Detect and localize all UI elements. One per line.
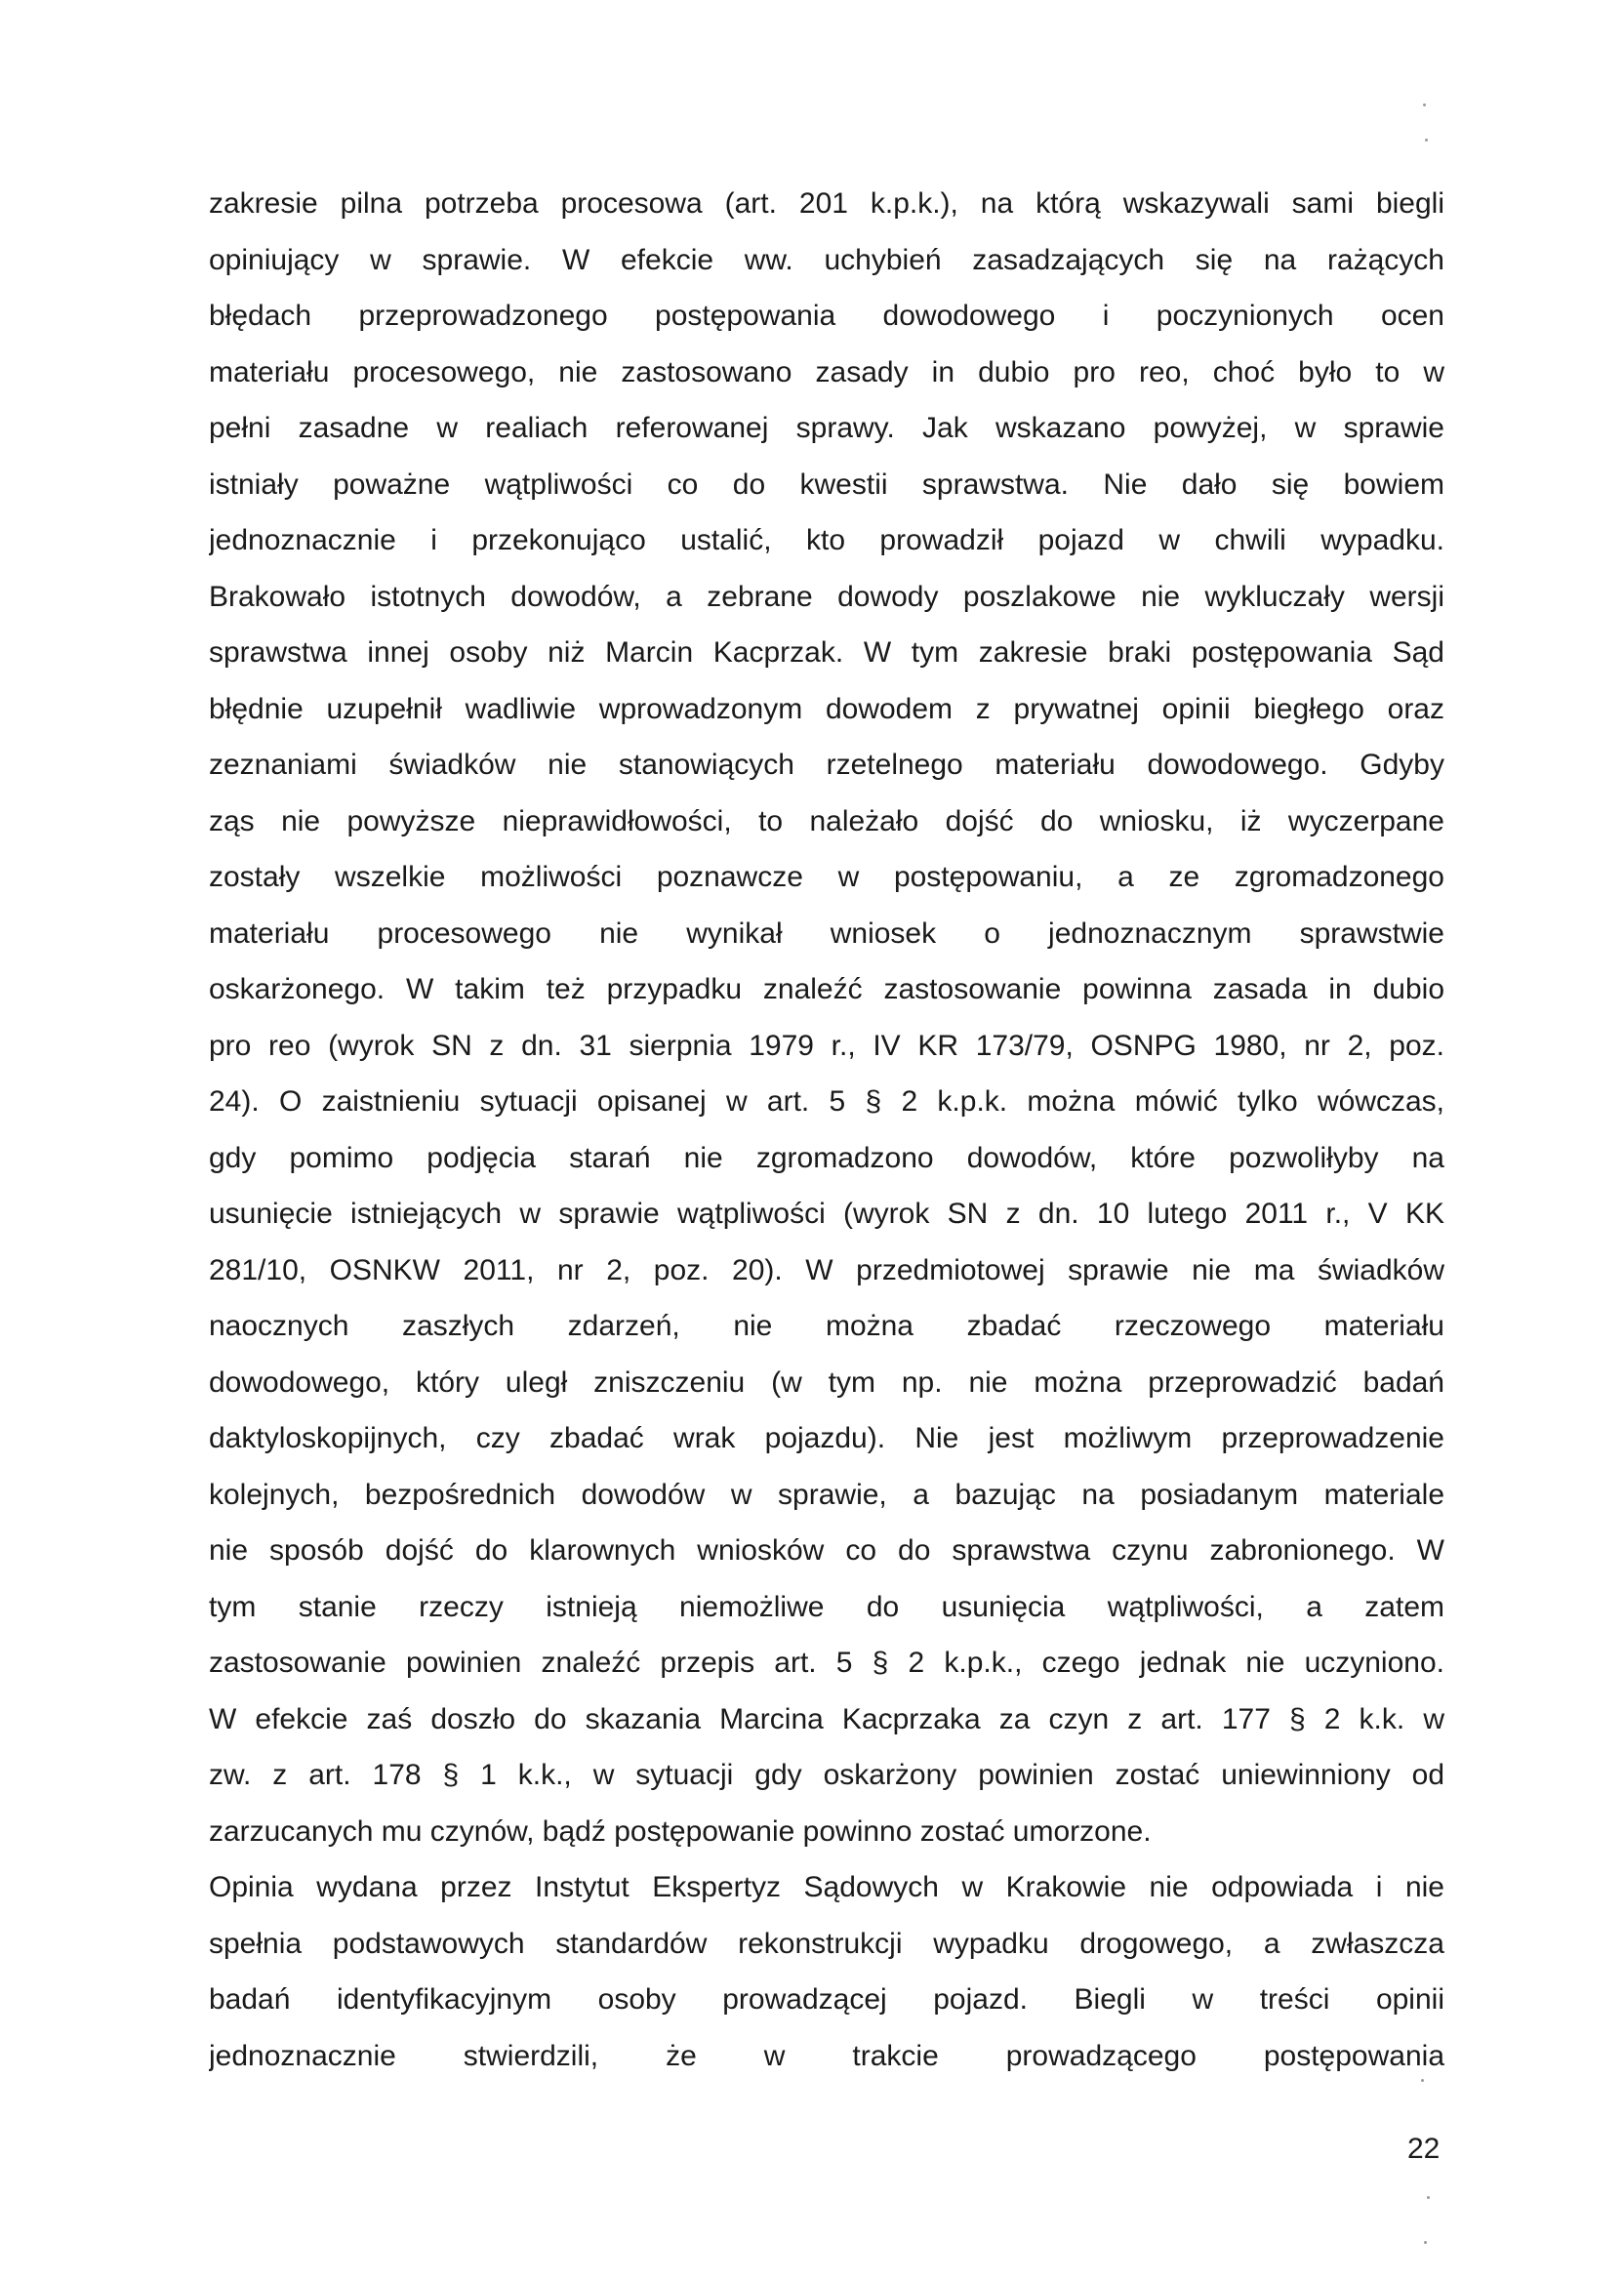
text-line: spełnia podstawowych standardów rekonstrukcji wypadku drogowego, a zwłaszcza xyxy=(209,1927,1444,1960)
text-line: Opinia wydana przez Instytut Ekspertyz Sądowych w Krakowie nie odpowiada i nie xyxy=(209,1871,1444,1903)
text-line: jednoznacznie stwierdzili, że w trakcie prowadzącego postępowania xyxy=(209,2039,1444,2072)
text-line: materiału procesowego, nie zastosowano zasady in dubio pro reo, choć było to w xyxy=(209,355,1444,388)
text-line: nie sposób dojść do klarownych wniosków co do sprawstwa czynu zabronionego. W xyxy=(209,1534,1444,1567)
text-line: błędach przeprowadzonego postępowania dowodowego i poczynionych ocen xyxy=(209,300,1444,332)
text-line: zostały wszelkie możliwości poznawcze w postępowaniu, a ze zgromadzonego xyxy=(209,861,1444,893)
text-line: ząs nie powyższe nieprawidłowości, to należało dojść do wniosku, iż wyczerpane xyxy=(209,804,1444,837)
text-line: sprawstwa innej osoby niż Marcin Kacprzak. W tym zakresie braki postępowania Sąd xyxy=(209,636,1444,669)
text-line: badań identyfikacyjnym osoby prowadzącej pojazd. Biegli w treści opinii xyxy=(209,1983,1444,2016)
text-line: istniały poważne wątpliwości co do kwestii sprawstwa. Nie dało się bowiem xyxy=(209,468,1444,501)
text-line: tym stanie rzeczy istnieją niemożliwe do usunięcia wątpliwości, a zatem xyxy=(209,1590,1444,1623)
text-line: kolejnych, bezpośrednich dowodów w sprawie, a bazując na posiadanym materiale xyxy=(209,1478,1444,1511)
text-line: jednoznacznie i przekonująco ustalić, kto prowadził pojazd w chwili wypadku. xyxy=(209,524,1444,556)
scan-speck xyxy=(1423,103,1426,106)
text-line: Brakowało istotnych dowodów, a zebrane dowody poszlakowe nie wykluczały wersji xyxy=(209,580,1444,613)
text-line: W efekcie zaś doszło do skazania Marcina Kacprzaka za czyn z art. 177 § 2 k.k. w xyxy=(209,1702,1444,1735)
text-line: zastosowanie powinien znaleźć przepis art. 5 § 2 k.p.k., czego jednak nie uczyniono. xyxy=(209,1647,1444,1679)
text-line: zw. z art. 178 § 1 k.k., w sytuacji gdy oskarżony powinien zostać uniewinniony od xyxy=(209,1759,1444,1791)
text-line: pro reo (wyrok SN z dn. 31 sierpnia 1979 r., IV KR 173/79, OSNPG 1980, nr 2, poz. xyxy=(209,1029,1444,1062)
text-line: 24). O zaistnieniu sytuacji opisanej w art. 5 § 2 k.p.k. można mówić tylko wówczas, xyxy=(209,1085,1444,1118)
text-line: daktyloskopijnych, czy zbadać wrak pojazdu). Nie jest możliwym przeprowadzenie xyxy=(209,1422,1444,1454)
text-line: materiału procesowego nie wynikał wniosek o jednoznacznym sprawstwie xyxy=(209,917,1444,950)
text-line: gdy pomimo podjęcia starań nie zgromadzono dowodów, które pozwoliłyby na xyxy=(209,1141,1444,1174)
text-line: zarzucanych mu czynów, bądź postępowanie powinno zostać umorzone. xyxy=(209,1814,1152,1848)
scan-speck xyxy=(1424,2241,1427,2244)
text-line: pełni zasadne w realiach referowanej sprawy. Jak wskazano powyżej, w sprawie xyxy=(209,412,1444,444)
scan-speck xyxy=(1427,2196,1430,2199)
text-line: 281/10, OSNKW 2011, nr 2, poz. 20). W przedmiotowej sprawie nie ma świadków xyxy=(209,1253,1444,1286)
page-number: 22 xyxy=(1407,2133,1441,2165)
text-line: zakresie pilna potrzeba procesowa (art. 201 k.p.k.), na którą wskazywali sami biegli xyxy=(209,187,1444,220)
scan-speck xyxy=(1421,2079,1424,2082)
text-line: naocznych zaszłych zdarzeń, nie można zbadać rzeczowego materiału xyxy=(209,1310,1444,1342)
scan-speck xyxy=(1425,139,1428,142)
text-line: zeznaniami świadków nie stanowiących rzetelnego materiału dowodowego. Gdyby xyxy=(209,749,1444,781)
body-text xyxy=(209,176,1444,2084)
text-line: opiniujący w sprawie. W efekcie ww. uchybień zasadzających się na rażących xyxy=(209,243,1444,276)
text-line: błędnie uzupełnił wadliwie wprowadzonym dowodem z prywatnej opinii biegłego oraz xyxy=(209,692,1444,725)
text-line: dowodowego, który uległ zniszczeniu (w tym np. nie można przeprowadzić badań xyxy=(209,1365,1444,1399)
text-line: oskarżonego. W takim też przypadku znaleźć zastosowanie powinna zasada in dubio xyxy=(209,973,1444,1005)
text-line: usunięcie istniejących w sprawie wątpliwości (wyrok SN z dn. 10 lutego 2011 r., V KK xyxy=(209,1198,1444,1230)
